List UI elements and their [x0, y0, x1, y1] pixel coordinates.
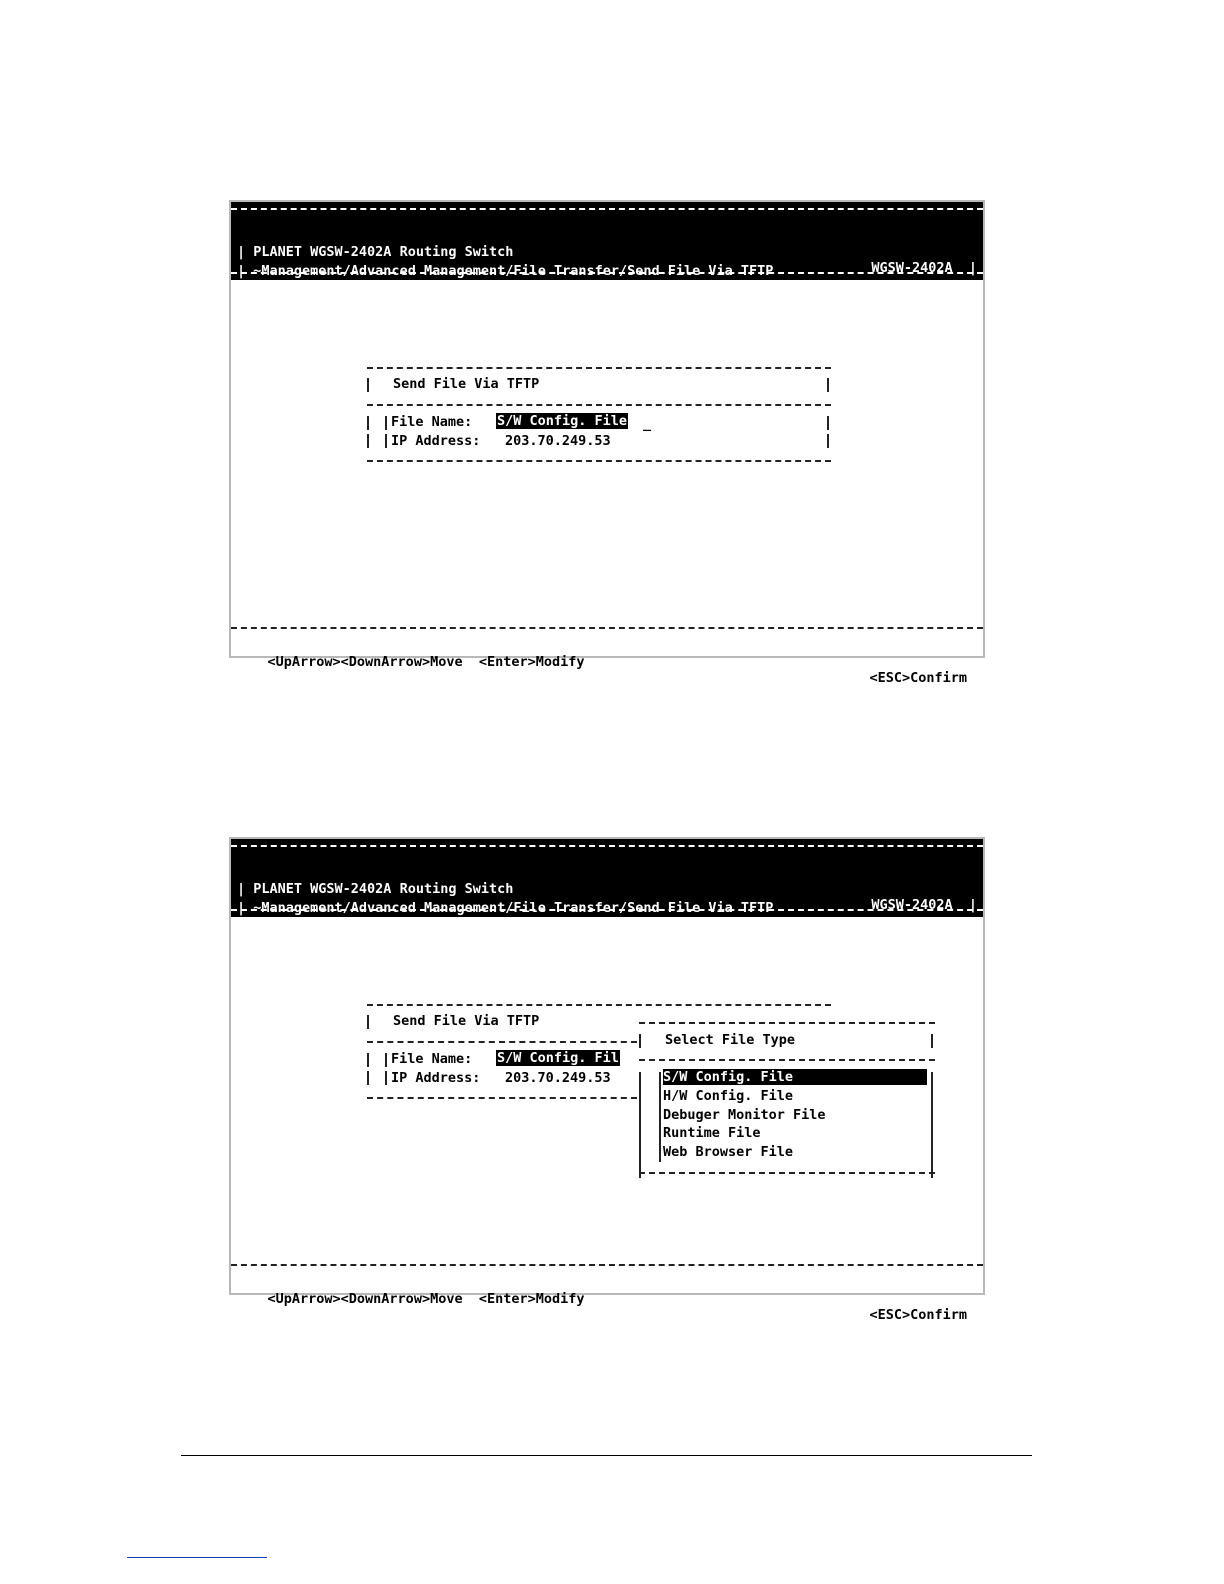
dialog-bottom-border: [367, 460, 831, 462]
header-user: admin: [911, 279, 953, 295]
file-name-field[interactable]: S/W Config. Fil: [497, 1050, 619, 1066]
page-footer-link-underline: [127, 1557, 267, 1558]
ip-address-field[interactable]: 203.70.249.53: [505, 433, 611, 449]
file-name-label: File Name:: [391, 1051, 473, 1067]
dialog-bottom-border: [367, 1097, 637, 1099]
ip-address-label: IP Address:: [391, 1070, 481, 1086]
file-name-field[interactable]: S/W Config. File: [497, 413, 628, 429]
option-hw-config-file[interactable]: H/W Config. File: [663, 1088, 794, 1104]
option-sw-config-file[interactable]: S/W Config. File: [663, 1069, 927, 1085]
dialog-divider: [367, 404, 831, 406]
header-model: WGSW-2402A: [871, 260, 953, 276]
popup-title: Select File Type: [665, 1032, 796, 1048]
header-title: PLANET WGSW-2402A Routing Switch: [253, 244, 514, 260]
breadcrumb: ~Management/Advanced Management/File Transfer/Send File Via TFTP: [253, 263, 774, 279]
footer-confirm-hint: <ESC>Confirm: [869, 1307, 967, 1323]
header-user: admin: [911, 916, 953, 932]
dialog-top-border: [367, 367, 831, 369]
terminal-screen-1: [229, 200, 985, 686]
header-top-border: [231, 208, 983, 213]
header-bottom-border: [231, 909, 983, 914]
page-footer-rule: [181, 1455, 1032, 1456]
dialog-top-border: [367, 1004, 831, 1006]
popup-bottom-border: [639, 1172, 935, 1174]
header-model: WGSW-2402A: [871, 897, 953, 913]
dialog-title: Send File Via TFTP: [393, 376, 540, 392]
breadcrumb: ~Management/Advanced Management/File Transfer/Send File Via TFTP: [253, 900, 774, 916]
file-name-label: File Name:: [391, 414, 473, 430]
header-title: PLANET WGSW-2402A Routing Switch: [253, 881, 514, 897]
ip-address-label: IP Address:: [391, 433, 481, 449]
ip-address-field[interactable]: 203.70.249.53: [505, 1070, 611, 1086]
option-web-browser-file[interactable]: Web Browser File: [663, 1144, 794, 1160]
popup-top-border: [639, 1022, 935, 1024]
footer-confirm-hint: <ESC>Confirm: [869, 670, 967, 686]
dialog-title: Send File Via TFTP: [393, 1013, 540, 1029]
terminal-header: | PLANET WGSW-2402A Routing Switch WGSW-2402A | | ~Management/Advanced Management/File Transfer/Send File Via TFTP admin |: [231, 202, 983, 280]
header-top-border: [231, 845, 983, 850]
footer-key-hints: <UpArrow><DownArrow>Move <Enter>Modify: [267, 654, 585, 670]
terminal-screen-2: [229, 837, 985, 1323]
text-cursor: _: [643, 416, 652, 432]
popup-divider: [639, 1059, 935, 1061]
footer-divider: [231, 1264, 983, 1266]
option-runtime-file[interactable]: Runtime File: [663, 1125, 761, 1141]
footer-key-hints: <UpArrow><DownArrow>Move <Enter>Modify: [267, 1291, 585, 1307]
terminal-header: | PLANET WGSW-2402A Routing Switch WGSW-2402A | | ~Management/Advanced Management/File Transfer/Send File Via TFTP admin |: [231, 839, 983, 917]
dialog-divider: [367, 1041, 637, 1043]
footer-divider: [231, 627, 983, 629]
header-bottom-border: [231, 272, 983, 277]
option-debuger-monitor-file[interactable]: Debuger Monitor File: [663, 1107, 826, 1123]
